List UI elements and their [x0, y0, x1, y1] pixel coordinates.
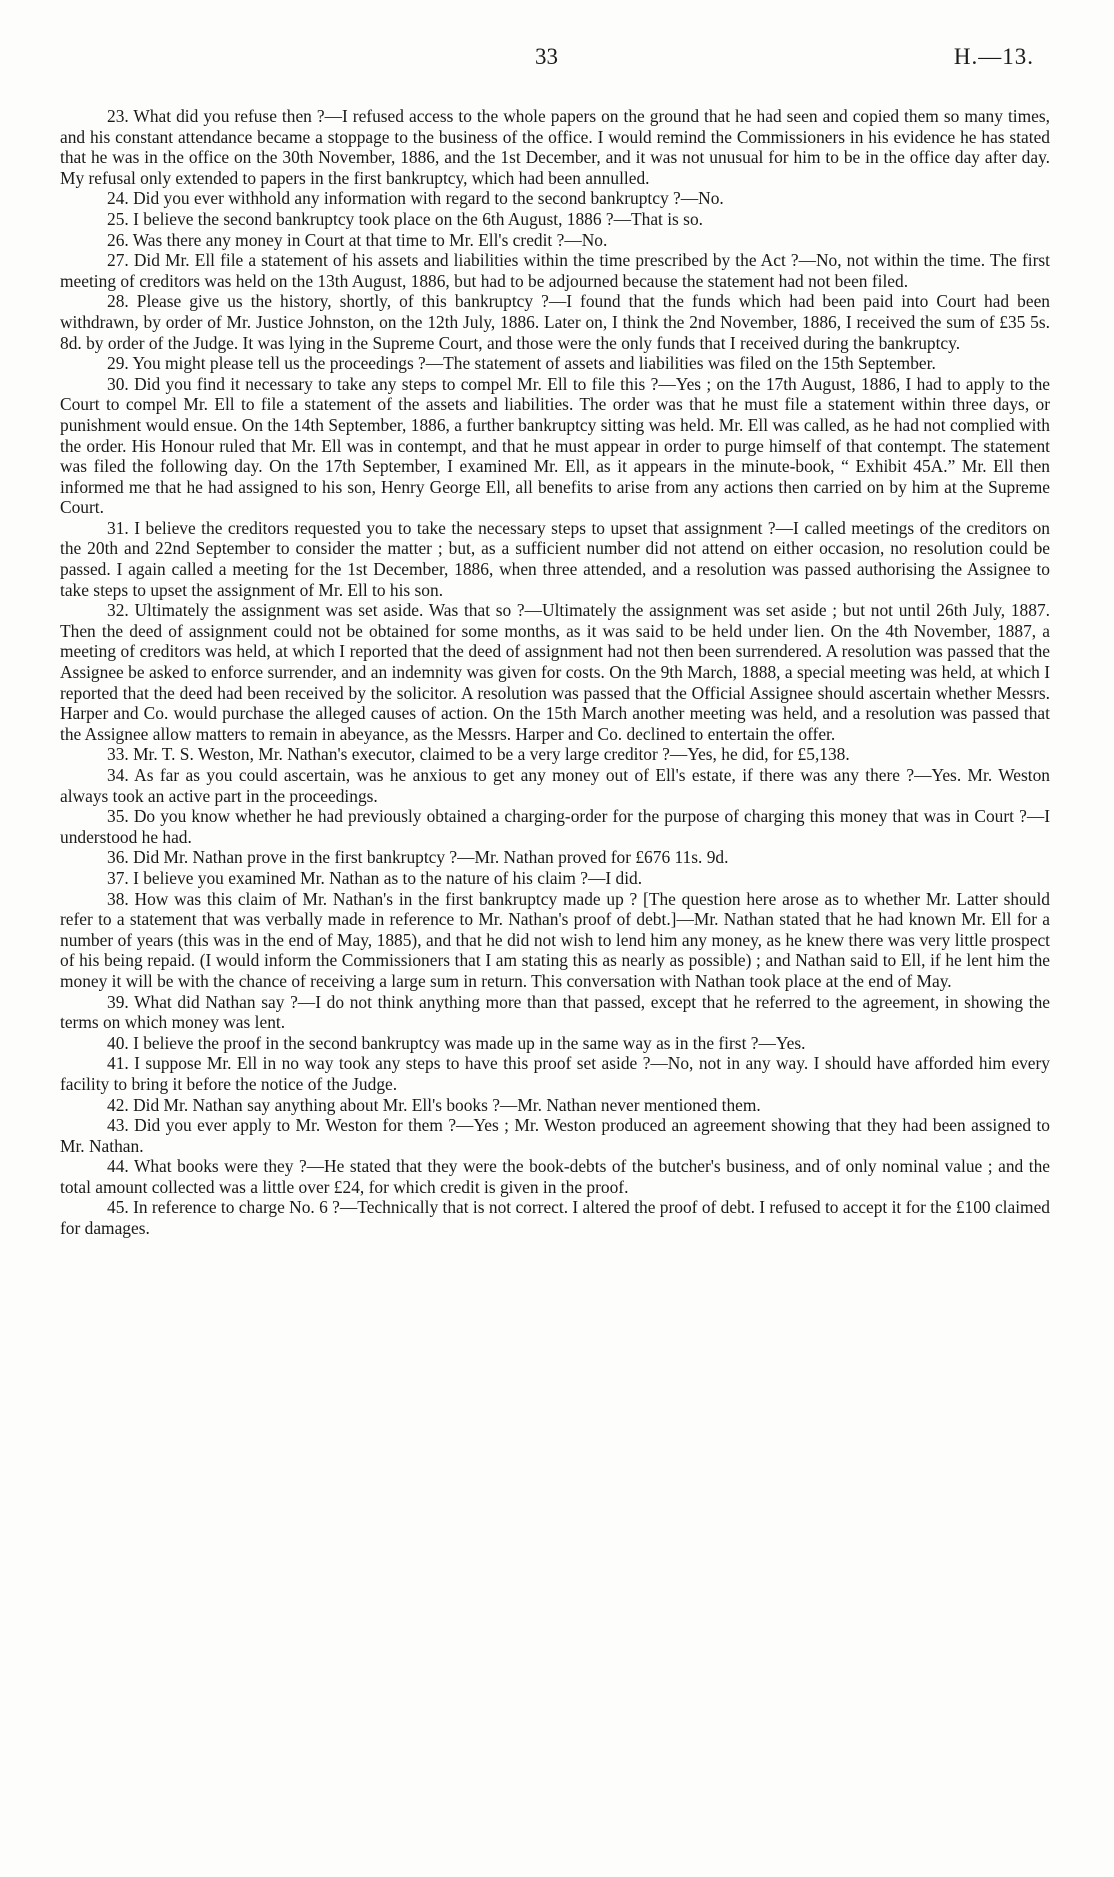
- question-33: 33. Mr. T. S. Weston, Mr. Nathan's executor, claimed to be a very large creditor ?—Yes, he did, for £5,138.: [107, 744, 850, 765]
- testimony-body: [60, 106, 1050, 1239]
- question-32: 32. Ultimately the assignment was set aside. Was that so ?—Ultimately the assignment was set aside ; but not until 26th July, 1887. Then the deed of assignment could not be obtained for some months, as it was said to be held under lien. On the 4th November, 1887, a meeting of creditors was held, at which I reported that the deed of assignment had not then been surrendered. A resolution was passed that the Assignee be asked to enforce surrender, and an indemnity was given for costs. On the 9th March, 1888, a special meeting was held, at which I reported that the deed had been received by the solicitor. A resolution was passed that the Official Assignee should ascertain whether Messrs. Harper and Co. would purchase the alleged causes of action. On the 15th March another meeting was held, and a resolution was passed that the Assignee allow matters to remain in abeyance, as the Messrs. Harper and Co. declined to entertain the offer.: [60, 600, 1050, 744]
- question-44: 44. What books were they ?—He stated that they were the book-debts of the butcher's business, and of only nominal value ; and the total amount collected was a little over £24, for which credit is given in the proof.: [60, 1156, 1050, 1197]
- question-37: 37. I believe you examined Mr. Nathan as to the nature of his claim ?—I did.: [107, 867, 643, 888]
- question-25: 25. I believe the second bankruptcy took place on the 6th August, 1886 ?—That is so.: [107, 208, 703, 229]
- page-header: [0, 44, 1114, 84]
- question-41: 41. I suppose Mr. Ell in no way took any steps to have this proof set aside ?—No, not in any way. I should have afforded him every facility to bring it before the notice of the Judge.: [60, 1053, 1050, 1094]
- question-42: 42. Did Mr. Nathan say anything about Mr. Ell's books ?—Mr. Nathan never mentioned them.: [107, 1094, 761, 1115]
- document-reference: H.—13.: [953, 44, 1034, 69]
- question-36: 36. Did Mr. Nathan prove in the first bankruptcy ?—Mr. Nathan proved for £676 11s. 9d.: [107, 847, 729, 868]
- question-26: 26. Was there any money in Court at that time to Mr. Ell's credit ?—No.: [107, 229, 608, 250]
- question-27: 27. Did Mr. Ell file a statement of his assets and liabilities within the time prescribed by the Act ?—No, not within the time. The first meeting of creditors was held on the 13th August, 1886, but had to be adjourned because the statement had not been filed.: [60, 250, 1050, 291]
- question-30: 30. Did you find it necessary to take any steps to compel Mr. Ell to file this ?—Yes ; on the 17th August, 1886, I had to apply to the Court to compel Mr. Ell to file a statement of the assets and liabilities. The order was that he must file a statement within three days, or punishment would ensue. On the 14th September, 1886, a further bankruptcy sitting was held. Mr. Ell was called, as he had not complied with the order. His Honour ruled that Mr. Ell was in contempt, and that he must appear in order to purge himself of that contempt. The statement was filed the following day. On the 17th September, I examined Mr. Ell, as it appears in the minute-book, “ Exhibit 45A.” Mr. Ell then informed me that he had assigned to his son, Henry George Ell, all benefits to arise from any actions then carried on by him at the Supreme Court.: [60, 373, 1050, 518]
- question-35: 35. Do you know whether he had previously obtained a charging-order for the purpose of charging this money that was in Court ?—I understood he had.: [60, 806, 1050, 847]
- page-number: 33: [535, 44, 558, 69]
- question-34: 34. As far as you could ascertain, was he anxious to get any money out of Ell's estate, if there was any there ?—Yes. Mr. Weston always took an active part in the proceedings.: [60, 765, 1050, 806]
- question-24: 24. Did you ever withhold any information with regard to the second bankruptcy ?—No.: [107, 188, 724, 209]
- question-23: 23. What did you refuse then ?—I refused access to the whole papers on the ground that he had seen and copied them so many times, and his constant attendance became a stoppage to the business of the office. I would remind the Commissioners in his evidence he has stated that he was in the office on the 30th November, 1886, and the 1st December, and it was not unusual for him to be in the office day after day. My refusal only extended to papers in the first bankruptcy, which had been annulled.: [60, 106, 1050, 188]
- question-43: 43. Did you ever apply to Mr. Weston for them ?—Yes ; Mr. Weston produced an agreement showing that they had been assigned to Mr. Nathan.: [60, 1115, 1050, 1156]
- question-28: 28. Please give us the history, shortly, of this bankruptcy ?—I found that the funds which had been paid into Court had been withdrawn, by order of Mr. Justice Johnston, on the 12th July, 1886. Later on, I think the 2nd November, 1886, I received the sum of £35 5s. 8d. by order of the Judge. It was lying in the Supreme Court, and those were the only funds that I received during the bankruptcy.: [60, 291, 1050, 353]
- question-40: 40. I believe the proof in the second bankruptcy was made up in the same way as in the first ?—Yes.: [107, 1032, 806, 1053]
- question-45: 45. In reference to charge No. 6 ?—Technically that is not correct. I altered the proof of debt. I refused to accept it for the £100 claimed for damages.: [60, 1197, 1050, 1239]
- question-31: 31. I believe the creditors requested you to take the necessary steps to upset that assignment ?—I called meetings of the creditors on the 20th and 22nd September to consider the matter ; but, as a sufficient number did not attend on either occasion, no resolution could be passed. I again called a meeting for the 1st December, 1886, when three attended, and a resolution was passed authorising the Assignee to take steps to upset the assignment of Mr. Ell to his son.: [60, 517, 1050, 600]
- question-38: 38. How was this claim of Mr. Nathan's in the first bankruptcy made up ? [The question here arose as to whether Mr. Latter should refer to a statement that was verbally made in reference to Mr. Nathan's proof of debt.]—Mr. Nathan stated that he had known Mr. Ell for a number of years (this was in the end of May, 1885), and that he did not wish to lend him any money, as he knew there was very little prospect of his being repaid. (I would inform the Commissioners that I am stating this as nearly as possible) ; and Nathan said to Ell, if he lent him the money it will be with the chance of receiving a large sum in return. This conversation with Nathan took place at the end of May.: [60, 888, 1050, 991]
- question-29: 29. You might please tell us the proceedings ?—The statement of assets and liabilities was filed on the 15th September.: [107, 353, 936, 374]
- question-39: 39. What did Nathan say ?—I do not think anything more than that passed, except that he referred to the agreement, in showing the terms on which money was lent.: [60, 991, 1050, 1033]
